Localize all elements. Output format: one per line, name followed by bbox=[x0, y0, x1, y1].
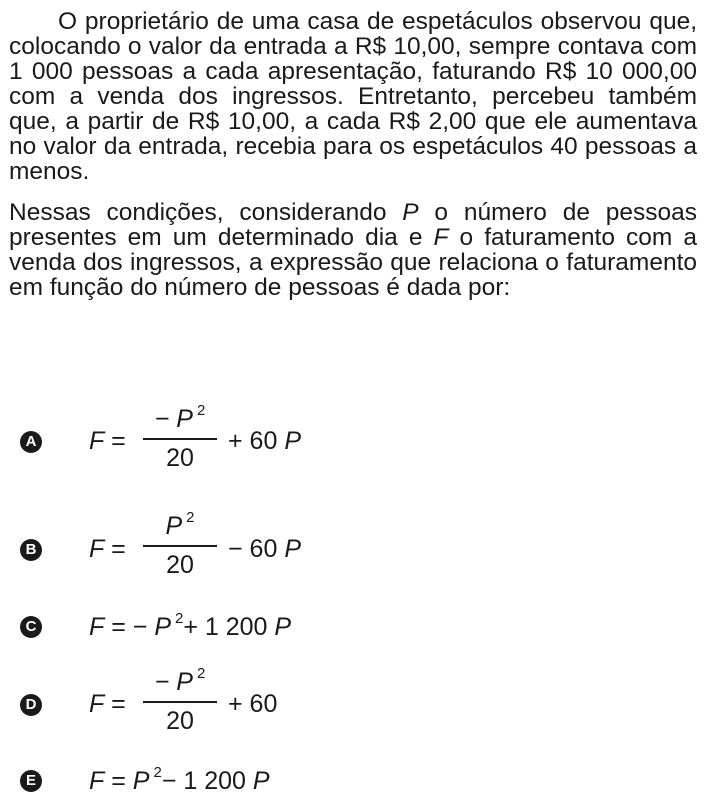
option-b-tail-op: − 60 bbox=[228, 535, 285, 563]
option-d-denominator: 20 bbox=[166, 706, 194, 735]
option-b-numerator bbox=[143, 509, 217, 541]
option-c-rest: + 1 200 bbox=[183, 613, 275, 641]
option-a-exp: 2 bbox=[196, 402, 206, 419]
option-e-badge: E bbox=[20, 770, 42, 792]
option-b-tail bbox=[228, 535, 301, 564]
option-b-exp: 2 bbox=[186, 509, 195, 526]
p2-text-b: o número de pessoas presentes em um determinado dia e bbox=[9, 199, 697, 251]
option-a-denominator: 20 bbox=[166, 443, 194, 472]
option-b-fraction-bar bbox=[143, 545, 217, 547]
option-b-lhs bbox=[89, 535, 125, 564]
question-text bbox=[9, 0, 697, 300]
option-a-tail bbox=[228, 427, 301, 456]
option-d-lhs bbox=[89, 690, 125, 719]
option-e-exp: 2 bbox=[153, 764, 162, 781]
option-a-numerator bbox=[143, 402, 217, 434]
option-a-tail-op: + 60 bbox=[228, 427, 285, 455]
option-c-badge: C bbox=[20, 616, 42, 638]
p2-text-a: Nessas condições, considerando bbox=[9, 199, 403, 226]
option-a-tail-var: P bbox=[284, 427, 301, 455]
option-c-rest-var: P bbox=[274, 613, 292, 641]
option-d-badge: D bbox=[20, 694, 42, 716]
option-a-lhs bbox=[89, 427, 125, 456]
option-d-tail-op: + 60 bbox=[228, 690, 278, 718]
p2-var-f: F bbox=[433, 224, 449, 251]
option-d-fraction bbox=[143, 665, 217, 736]
option-e-var: P bbox=[132, 767, 150, 795]
option-a-fraction bbox=[143, 402, 217, 473]
question-paragraph-1: O proprietário de uma casa de espetáculos observou que, colocando o valor da entrada a R$ 10,00, sempre contava com 1 000 pessoas a cada apresentação, faturando R$ 10 000,00 com a venda dos ingressos. Entretanto, percebeu também que, a partir de R$ 10,00, a cada R$ 2,00 que ele aumentava no valor da entrada, recebia para os espetáculos 40 pessoas a menos. bbox=[9, 8, 697, 185]
option-b-lhs-text: F = bbox=[89, 535, 126, 563]
option-c-lhs: F bbox=[89, 613, 105, 641]
option-d-num-text: − P bbox=[154, 668, 193, 696]
option-e-lhs: F bbox=[89, 767, 105, 795]
option-d-exp: 2 bbox=[196, 665, 206, 682]
option-e-expression bbox=[89, 764, 270, 796]
option-d-lhs-text: F = bbox=[89, 690, 126, 718]
option-e-rest-var: P bbox=[252, 767, 270, 795]
option-b-badge: B bbox=[20, 539, 42, 561]
option-e-eq: = bbox=[104, 767, 133, 795]
option-e-rest: − 1 200 bbox=[161, 767, 253, 795]
option-d-fraction-bar bbox=[143, 701, 217, 703]
p2-var-p: P bbox=[402, 199, 419, 226]
option-c-var: P bbox=[154, 613, 172, 641]
option-c-eq: = − bbox=[104, 613, 155, 641]
option-d-tail bbox=[228, 690, 277, 719]
option-b-num-text: P bbox=[165, 512, 183, 540]
option-b-tail-var: P bbox=[284, 535, 301, 563]
option-a-badge: A bbox=[20, 431, 42, 453]
option-d-numerator bbox=[143, 665, 217, 697]
option-b-denominator: 20 bbox=[166, 550, 194, 579]
option-c-exp: 2 bbox=[175, 610, 184, 627]
p2-text-c: o faturamento com a venda dos ingressos, a expressão que relaciona o faturamento em função do número de pessoas é dada por: bbox=[9, 224, 697, 301]
option-a-num-text: − P bbox=[154, 405, 193, 433]
question-paragraph-2 bbox=[9, 200, 697, 300]
option-c-expression bbox=[89, 610, 292, 642]
option-b-fraction bbox=[143, 509, 217, 580]
option-a-fraction-bar bbox=[143, 438, 217, 440]
option-a-lhs-text: F = bbox=[89, 427, 126, 455]
